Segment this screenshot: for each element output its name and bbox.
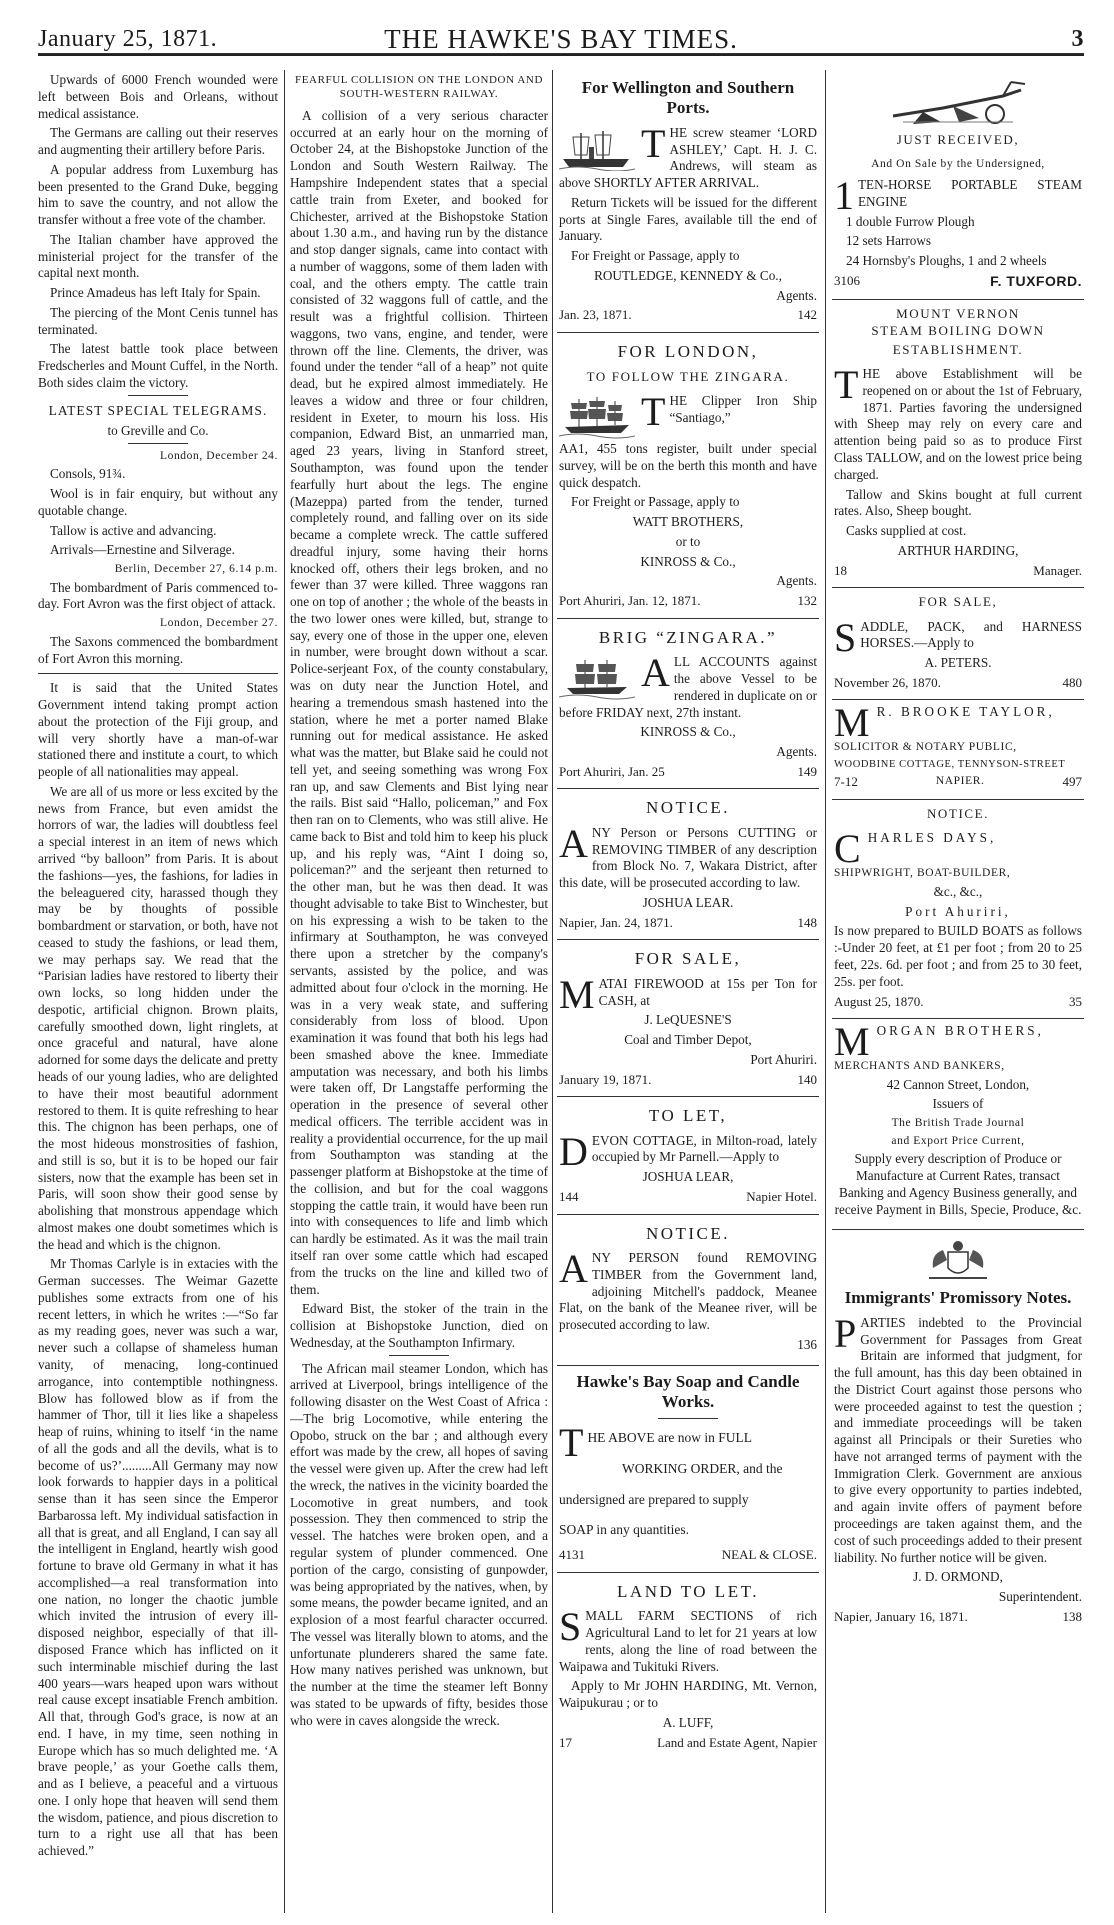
advert-agent: KINROSS & Co., xyxy=(640,724,736,740)
advert-footer xyxy=(834,563,1082,580)
telegram-item: Arrivals—Ernestine and Silverage. xyxy=(50,542,235,558)
issue-date: January 25, 1871. xyxy=(38,26,218,52)
advert-text: Casks supplied at cost. xyxy=(846,523,967,539)
advert-journal: The British Trade Journal xyxy=(891,1117,1025,1130)
advert-body: NY PERSON found REMOVING TIMBER from the Government land, adjoining Mitchell's paddock, Meanee Flat, on the bank of the Meanee river, will be prosecuted according to law. xyxy=(559,1250,817,1333)
masthead xyxy=(38,18,1084,62)
drop-cap: C xyxy=(834,826,864,872)
advert-text: WORKING ORDER, and the xyxy=(621,1461,783,1477)
advert-signer: JOSHUA LEAR. xyxy=(642,894,734,910)
section-rule xyxy=(389,1355,449,1356)
advert-number: 149 xyxy=(797,763,817,779)
telegram-dateline: Berlin, December 27, 6.14 p.m. xyxy=(114,563,278,576)
advert-agent: ROUTLEDGE, KENNEDY & Co., xyxy=(594,267,782,283)
drop-cap: T xyxy=(834,362,859,408)
telegrams-heading: LATEST SPECIAL TELEGRAMS. xyxy=(48,402,268,418)
advert-date: Napier, January 16, 1871. xyxy=(834,1608,968,1624)
advert-immigrants-notes xyxy=(832,1230,1084,1633)
advert-place: Port Ahuriri, xyxy=(905,903,1011,919)
editorial-paragraph: It is said that the United States Government intend taking prompt action about the protection of the Fiji group, and will very shortly have a man-of-war stationed there and institute a court, to which people of all nationalities may appeal. xyxy=(38,680,278,780)
advert-agent: WATT BROTHERS, xyxy=(632,514,744,530)
advert-text: Apply to Mr JOHN HARDING, Mt. Vernon, Waipukurau ; or to xyxy=(559,1678,817,1711)
advert-soap-works xyxy=(557,1366,819,1573)
advert-number: 18 xyxy=(834,562,847,578)
advert-number: 7-12 xyxy=(834,774,858,790)
advert-place: NAPIER. xyxy=(935,775,985,788)
drop-cap: D xyxy=(559,1128,588,1174)
advert-text: AA1, 455 tons register, built under special survey, will be on the berth this month and have quick despatch. xyxy=(559,441,817,490)
advert-body: ADDLE, PACK, and HARNESS HORSES.—Apply to xyxy=(860,618,1082,651)
advert-item: 24 Hornsby's Ploughs, 1 and 2 wheels xyxy=(846,253,1047,269)
advert-number: 132 xyxy=(797,593,817,609)
advert-heading: NOTICE. xyxy=(926,805,990,821)
advert-number: 142 xyxy=(797,307,817,323)
advert-item: TEN-HORSE PORTABLE STEAM ENGINE xyxy=(858,177,1082,209)
column-divider xyxy=(825,70,826,1913)
advert-body: HE above Establishment will be reopened on or about the 1st of February, 1871. Parties favoring the undersigned with Sheep may rely on every care and attention being paid so as to produce First Class TALLOW, and on the lowest price being charged. xyxy=(834,366,1082,482)
column-2 xyxy=(290,72,548,1913)
drop-cap: S xyxy=(559,1604,582,1650)
advert-body: NY Person or Persons CUTTING or REMOVING TIMBER of any description from Block No. 7, Wakara District, after this date, will be prosecuted according to law. xyxy=(559,824,817,891)
advert-heading: STEAM BOILING DOWN xyxy=(871,323,1045,339)
advert-place: Port Ahuriri. xyxy=(750,1051,817,1067)
advert-text: SOAP in any quantities. xyxy=(559,1522,689,1538)
advert-item: 1 double Furrow Plough xyxy=(846,213,975,229)
news-paragraph: The latest battle took place between Fredscherles and Mount Cuffel, in the North. Both sides claim the victory. xyxy=(38,341,278,391)
section-rule xyxy=(38,673,278,674)
advert-date: Port Ahuriri, Jan. 25 xyxy=(559,763,665,779)
drop-cap: A xyxy=(559,820,588,866)
news-paragraph: The Italian chamber have approved the ministerial project for the transfer of the capital next month. xyxy=(38,231,278,281)
advert-number: 140 xyxy=(797,1071,817,1087)
article-paragraph: The African mail steamer London, which has arrived at Liverpool, brings intelligence of the following disaster on the West Coast of Africa :—The brig Locomotive, while entering the Opobo, struck on the bar ; and although every effort was made by the crew, all hopes of saving the vessel were given up. After the crew had left the wreck, the natives in the vicinity boarded the Locomotive in great numbers, and took possession. They then commenced to strip the vessel. The hatches were broken open, and a regular system of plunder commenced. One portion of the cargo, consisting of gunpowder, was being appropriated by the natives, when, by some means, the powder became ignited, and an explosion of a most fearful character occurred. The vessel was literally blown to atoms, and the unfortunate plunderers shared the same fate. How many natives perished was unknown, but the number at the time the steamer left Bonny was stated to be upwards of fifty, besides those who were in caves alongside the wreck. xyxy=(290,1360,548,1728)
advert-text: For Freight or Passage, apply to xyxy=(571,248,740,264)
advert-agent-title: Land and Estate Agent, Napier xyxy=(657,1734,817,1750)
advert-body: EVON COTTAGE, in Milton-road, lately occupied by Mr Parnell.—Apply to xyxy=(591,1132,817,1165)
advert-heading: TO LET, xyxy=(648,1106,728,1126)
advert-name: R. BROOKE TAYLOR, xyxy=(876,704,1055,720)
column-divider xyxy=(552,70,553,1913)
advert-address: WOODBINE COTTAGE, TENNYSON-STREET xyxy=(834,759,1066,770)
advert-body: HE Clipper Iron Ship “Santiago,” xyxy=(669,393,817,425)
news-paragraph: Prince Amadeus has left Italy for Spain. xyxy=(50,285,261,301)
news-paragraph: The Germans are calling out their reserves and augmenting their artillery before Paris. xyxy=(38,125,278,158)
advert-firm: NEAL & CLOSE. xyxy=(721,1547,817,1563)
section-rule xyxy=(658,1418,718,1419)
advert-heading: For Wellington and Southern Ports. xyxy=(581,78,795,118)
advert-date: August 25, 1870. xyxy=(834,993,924,1009)
advert-number: 17 xyxy=(559,1734,572,1750)
telegram-item: The Saxons commenced the bombardment of Fort Avron this morning. xyxy=(38,633,278,666)
advert-number: 4131 xyxy=(559,1547,585,1563)
telegram-item: Wool is in fair enquiry, but without any quotable change. xyxy=(38,486,278,518)
advert-trade: SHIPWRIGHT, BOAT-BUILDER, xyxy=(834,867,1011,880)
telegram-item: Consols, 91¾. xyxy=(50,466,126,482)
drop-cap: 1 xyxy=(834,173,854,219)
advert-mount-vernon xyxy=(832,300,1084,588)
news-paragraph: The piercing of the Mont Cenis tunnel has terminated. xyxy=(38,304,278,337)
telegram-item: The bombardment of Paris commenced to-day. Fort Avron was the first object of attack. xyxy=(38,579,278,612)
drop-cap: M xyxy=(559,971,595,1017)
advert-body: LL ACCOUNTS against the above Vessel to be rendered in duplicate on or before FRIDAY next, 27th instant. xyxy=(559,654,817,720)
advert-date: Napier, Jan. 24, 1871. xyxy=(559,914,673,930)
advert-firewood xyxy=(557,940,819,1097)
advert-heading: NOTICE. xyxy=(645,798,731,818)
advert-agent: A. LUFF, xyxy=(662,1714,714,1730)
drop-cap: T xyxy=(641,389,666,435)
advert-number: 480 xyxy=(1062,674,1082,690)
telegram-item: Tallow is active and advancing. xyxy=(50,522,217,538)
newspaper-title: THE HAWKE'S BAY TIMES. xyxy=(384,24,738,54)
plough-engraving-icon xyxy=(883,78,1033,128)
section-rule xyxy=(128,443,188,444)
advert-body: Is now prepared to BUILD BOATS as follows :-Under 20 feet, at £1 per foot ; from 20 to 25 feet, 22s. 6d. per foot ; and from 25 to 30 feet, 25s. per foot. xyxy=(834,923,1082,989)
advert-body: ARTIES indebted to the Provincial Government for Passages from Great Britain are informed that judgment, for the full amount, has this day been obtained in the District Court against those persons who were proceeded against to test the question ; and immediate proceedings will be taken against all Principals or their Sureties who have not arranged terms of payment with the Immigration Clerk. Government are anxious to give every opportunity to parties indebted, and again invite offers of payment before proceedings are taken against them, and the cost of such proceedings added to their present liability. No further notice will be given. xyxy=(834,1314,1082,1565)
column-1 xyxy=(38,72,278,1913)
article-paragraph: Edward Bist, the stoker of the train in the collision at Bishopstoke Junction, died on Wednesday, at the Southampton Infirmary. xyxy=(290,1301,548,1350)
section-rule xyxy=(128,395,188,396)
advert-heading: MOUNT VERNON xyxy=(896,305,1020,321)
advert-body: HE screw steamer ‘LORD ASHLEY,’ Capt. H. J. C. Andrews, will steam as above SHORTLY AFTER ARRIVAL. xyxy=(559,124,817,191)
advert-footer xyxy=(834,273,1082,291)
advert-number: 136 xyxy=(797,1336,817,1352)
advert-address: 42 Cannon Street, London, xyxy=(886,1076,1030,1092)
advert-footer xyxy=(559,593,817,610)
advert-number: 148 xyxy=(797,914,817,930)
advert-text: Return Tickets will be issued for the different ports at Single Fares, available till the end of January. xyxy=(559,194,817,244)
brig-engraving-icon xyxy=(559,656,635,700)
advert-footer xyxy=(559,915,817,932)
advert-morgan-brothers xyxy=(832,1019,1084,1230)
advert-text: HE ABOVE are now in FULL xyxy=(587,1430,753,1446)
advert-heading: BRIG “ZINGARA.” xyxy=(598,627,778,647)
advert-name: HARLES DAYS, xyxy=(867,830,997,846)
advert-heading: NOTICE. xyxy=(645,1223,731,1243)
drop-cap: A xyxy=(641,650,670,696)
advert-heading: JUST RECEIVED, xyxy=(896,132,1020,147)
steamship-engraving-icon xyxy=(559,127,635,171)
clipper-ship-engraving-icon xyxy=(559,395,635,439)
advert-signer-title: Manager. xyxy=(1033,562,1082,578)
advert-subheading: TO FOLLOW THE ZINGARA. xyxy=(586,368,790,384)
advert-number: 144 xyxy=(559,1189,579,1204)
drop-cap: S xyxy=(834,614,857,660)
advert-text: or to xyxy=(675,533,701,549)
advert-footer xyxy=(834,994,1082,1011)
advert-wellington xyxy=(557,72,819,333)
advert-land-to-let xyxy=(557,1573,819,1759)
advert-title: MERCHANTS AND BANKERS, xyxy=(834,1060,1005,1073)
drop-cap: M xyxy=(834,1019,873,1065)
drop-cap: M xyxy=(834,700,873,746)
advert-footer xyxy=(834,675,1082,692)
column-4 xyxy=(832,72,1084,1913)
advert-body: ATAI FIREWOOD at 15s per Ton for CASH, at xyxy=(598,975,817,1008)
news-paragraph: Upwards of 6000 French wounded were left between Bois and Orleans, without medical assistance. xyxy=(38,72,278,121)
column-3 xyxy=(557,72,819,1913)
advert-text: Tallow and Skins bought at full current rates. Also, Sheep bought. xyxy=(834,486,1082,519)
advert-name: ORGAN BROTHERS, xyxy=(876,1023,1044,1039)
advert-body: MALL FARM SECTIONS of rich Agricultural Land to let for 21 years at low rents, along the line of road between the Waipawa and Tukituki Rivers. xyxy=(559,1608,817,1674)
telegram-dateline: London, December 24. xyxy=(159,449,278,462)
advert-signer-title: Superintendent. xyxy=(998,1589,1082,1605)
advert-text: undersigned are prepared to supply xyxy=(559,1491,749,1507)
advert-date: Port Ahuriri, Jan. 12, 1871. xyxy=(559,593,701,609)
advert-seller: F. TUXFORD. xyxy=(990,272,1082,289)
advert-seller: J. LeQUESNE'S xyxy=(644,1012,732,1028)
column-divider xyxy=(284,70,285,1913)
advert-brig-zingara xyxy=(557,619,819,790)
advert-just-received xyxy=(832,72,1084,300)
advert-footer xyxy=(834,774,1082,791)
masthead-rule xyxy=(38,53,1084,56)
advert-text: Coal and Timber Depot, xyxy=(624,1032,752,1048)
advert-agents-label: Agents. xyxy=(776,573,817,589)
editorial-paragraph: We are all of us more or less excited by the news from France, but even amidst the horrors of war, the ladies will doubtless feel a special interest in an item of news which arrived “by balloon” from Paris. It is about the fashions—yes, the fashions, for ladies in the beleaguered city, harassed though they may be by thoughts of possible bombardment or starvation, or both, have not ceased to study the fashions, or lead them, we may perhaps say. We read that the “Parisian ladies have restored to liberty their own locks, so long hidden under the despotic, artificial chignon. Brown plaits, carefully smoothed down, light ringlets, at once graceful and natural, have alone adorned for some days the delicate and pretty heads of our young ladies, who are delighted to have their most beautiful adornment restored to them. It is quite refreshing to hear this. The chignon has been perhaps, one of the most hideous monstrosities of fashion, and still is so, but it is to be hoped our fair sisters, now that the example has been set in Paris, will soon show their good sense by abolishing that monstrous appendage which almost makes one doubt sometimes which is the head and which is the chignon. xyxy=(38,783,278,1252)
advert-to-let xyxy=(557,1097,819,1214)
advert-footer xyxy=(559,1547,817,1564)
drop-cap: P xyxy=(834,1310,857,1356)
telegrams-subheading: to Greville and Co. xyxy=(107,422,209,438)
advert-saddle-horses xyxy=(832,588,1084,700)
advert-signer: J. D. ORMOND, xyxy=(913,1569,1003,1585)
advert-heading: FOR SALE, xyxy=(918,594,998,610)
advert-place: Napier Hotel. xyxy=(746,1189,817,1204)
advert-text: Issuers of xyxy=(932,1096,984,1112)
advert-agent: KINROSS & Co., xyxy=(640,553,736,569)
drop-cap: T xyxy=(559,1420,584,1466)
page-number: 3 xyxy=(1071,26,1084,52)
advert-charles-days xyxy=(832,800,1084,1019)
advert-brooke-taylor xyxy=(832,700,1084,799)
advert-agent: JOSHUA LEAR, xyxy=(642,1169,734,1185)
drop-cap: T xyxy=(641,120,666,166)
advert-footer xyxy=(559,1735,817,1752)
advert-date: January 19, 1871. xyxy=(559,1071,652,1087)
advert-body: Supply every description of Produce or Manufacture at Current Rates, transact Banking and Agency Business generally, and receive Payment in Bills, Specie, Produce, &c. xyxy=(834,1151,1082,1217)
telegram-dateline: London, December 27. xyxy=(159,617,278,630)
advert-footer xyxy=(559,1189,817,1206)
advert-heading: Immigrants' Promissory Notes. xyxy=(844,1288,1072,1308)
advert-footer xyxy=(834,1609,1082,1626)
advert-number: 138 xyxy=(1062,1608,1082,1624)
advert-date: Jan. 23, 1871. xyxy=(559,307,632,323)
advert-number: 3106 xyxy=(834,272,860,288)
advert-number: 497 xyxy=(1062,774,1082,790)
advert-signer: ARTHUR HARDING, xyxy=(897,542,1019,558)
advert-text: &c., &c., xyxy=(933,883,983,899)
advert-text: For Freight or Passage, apply to xyxy=(571,494,740,510)
article-heading: FEARFUL COLLISION ON THE LONDON AND SOUTH-WESTERN RAILWAY. xyxy=(294,74,544,100)
advert-heading: FOR SALE, xyxy=(634,949,742,969)
article-paragraph: A collision of a very serious character occurred at an early hour on the morning of October 24, at the Bishopstoke Junction of the London and South Western Railway. The Hampshire Independent states that a special cattle train from Exeter, and booked for Chichester, arrived at the Bishopstoke Station about 1.30 a.m., and having run by the distance and stop danger signals, came into contact with a number of waggons, some of them laden with coal, and the others empty. The cattle train consisted of 32 waggons full of cattle, and the result was a frightful collision. Thirteen waggons, two vans, engine, and tender, were thrown off the line. Clements, the driver, was found under the tender “all of a heap” not quite dead, but he expired almost immediately. He leaves a widow and three or four children, resident in Exeter, to mourn his loss. His companion, Edward Bist, an unmarried man, aged 23 years, living in Stanford street, Southampton, was found upon the tender fearfully hurt about the legs. The engine (Mazeppa) parted from the tender, turned completely round, and falling over on its side became a complete wreck. The cattle suffered dreadful injury, some having their horns knocked off, others their legs broken, and no fewer than 37 were killed. Three waggons ran one on top of another ; the whole of the beasts in the two lower ones were killed, but, strange to say, every one of those in the upper one, eleven in number, were brought down without a scar. Police-serjeant Fox, of the county constabulary, was on duty near the Junction Hotel, and hearing a tremendous smash hastened into the station, where he met a porter named Blake running out for medical assistance. He asked what was the matter, but Blake said he could not tell yet, and seeing something was wrong Fox ran up, and saw Clements and Bist lying near the rails. Bist said “Hallo, policeman,” and Fox then ran on to Clements, who was still alive. He came back to Bist and told him to keep his pluck up, and his reply was, “Aint I doing so, policeman?” and the serjeant then returned to the other man, but he was then dead. It was thought advisable to take Bist to Winchester, but on his expressing a wish to be taken to the infirmary at Southampton, he was conveyed there upon a stretcher by the company's servants, assisted by the police, and was admitted about four o'clock in the morning. He was in a very weak state, and suffering considerably from loss of blood. Upon examination it was found that both his legs had been smashed above the knee. Immediate amputation was necessary, and both his limbs were taken off, Dr Langstaffe performing the operation in the presence of several other medical officers. The terrible accident was in reality a providential occurrence, for the up mail from Southampton was standing at the passenger platform at Bishopstoke at the time of the collision, and but for the coal waggons stopping the cattle train, it would have been run into with consequences to life and limb which can hardly be estimated. As it was the mail train itself ran over some cattle which had escaped from the trucks on the line and killed two of them. xyxy=(290,107,548,1297)
advert-footer xyxy=(559,307,817,324)
news-paragraph: A popular address from Luxemburg has been presented to the Grand Duke, begging him to save the country, and not allow the transfer without a free vote of the chamber. xyxy=(38,161,278,228)
advert-number: 35 xyxy=(1069,993,1082,1009)
advert-date: November 26, 1870. xyxy=(834,674,941,690)
royal-arms-seal-icon xyxy=(923,1238,993,1284)
advert-footer xyxy=(559,1072,817,1089)
advert-heading: FOR LONDON, xyxy=(617,341,759,361)
drop-cap: A xyxy=(559,1246,588,1292)
advert-agent: A. PETERS. xyxy=(924,655,992,671)
advert-agents-label: Agents. xyxy=(776,287,817,303)
advert-notice-timber xyxy=(557,789,819,940)
advert-subheading: And On Sale by the Undersigned, xyxy=(871,157,1045,170)
advert-notice-government-land xyxy=(557,1215,819,1366)
advert-agents-label: Agents. xyxy=(776,744,817,760)
advert-heading: ESTABLISHMENT. xyxy=(892,341,1024,357)
advert-heading: LAND TO LET. xyxy=(617,1581,759,1601)
advert-footer xyxy=(559,764,817,781)
advert-for-london xyxy=(557,333,819,619)
editorial-paragraph: Mr Thomas Carlyle is in extacies with the German successes. The Weimar Gazette publishes some extracts from one of his recent letters, in which he writes :—“So far as my reading goes, never was such a war, never such a collapse of shameless human vanity, of menacing, long-continued arrogance, into contemptible nothingness. Blow has followed blow as if from the hammer of Thor, till it lies like a shapeless heap of ruins, whining to itself ‘in the name of all the gods and all the devils, what is to become of us?’.........All Germany may now look forwards to happier days in a political sense than it has seen since the Emperor Barbarossa left. My individual satisfaction in all that is great, and all England, I can say all the intelligent in England, heartly wish good fortune to brave old Germany in what it has accomplished—a real transformation into one nation, no longer the chaotic jumble which invited the intrusion of every ill-disposed neighbor, especially of that ill-disposed France which has inflicted on it such interminable mischief during the last 400 years—wars heaped upon wars without real cause except insatiable French ambition. All that, through God's grace, is now at an end. I have, in my time, seen nothing in Europe which has so much delighted me. ‘A brave people,’ as your Goethe calls them, and as I believe, a peaceful and a virtuous one. I only hope that heaven will send them the wisdom, patience, and pious discretion to turn to a right use all that has been achieved.” xyxy=(38,1256,278,1859)
advert-title: SOLICITOR & NOTARY PUBLIC, xyxy=(834,741,1017,754)
advert-item: 12 sets Harrows xyxy=(846,233,931,249)
advert-journal: and Export Price Current, xyxy=(891,1134,1025,1147)
advert-heading: Hawke's Bay Soap and Candle Works. xyxy=(576,1371,800,1412)
